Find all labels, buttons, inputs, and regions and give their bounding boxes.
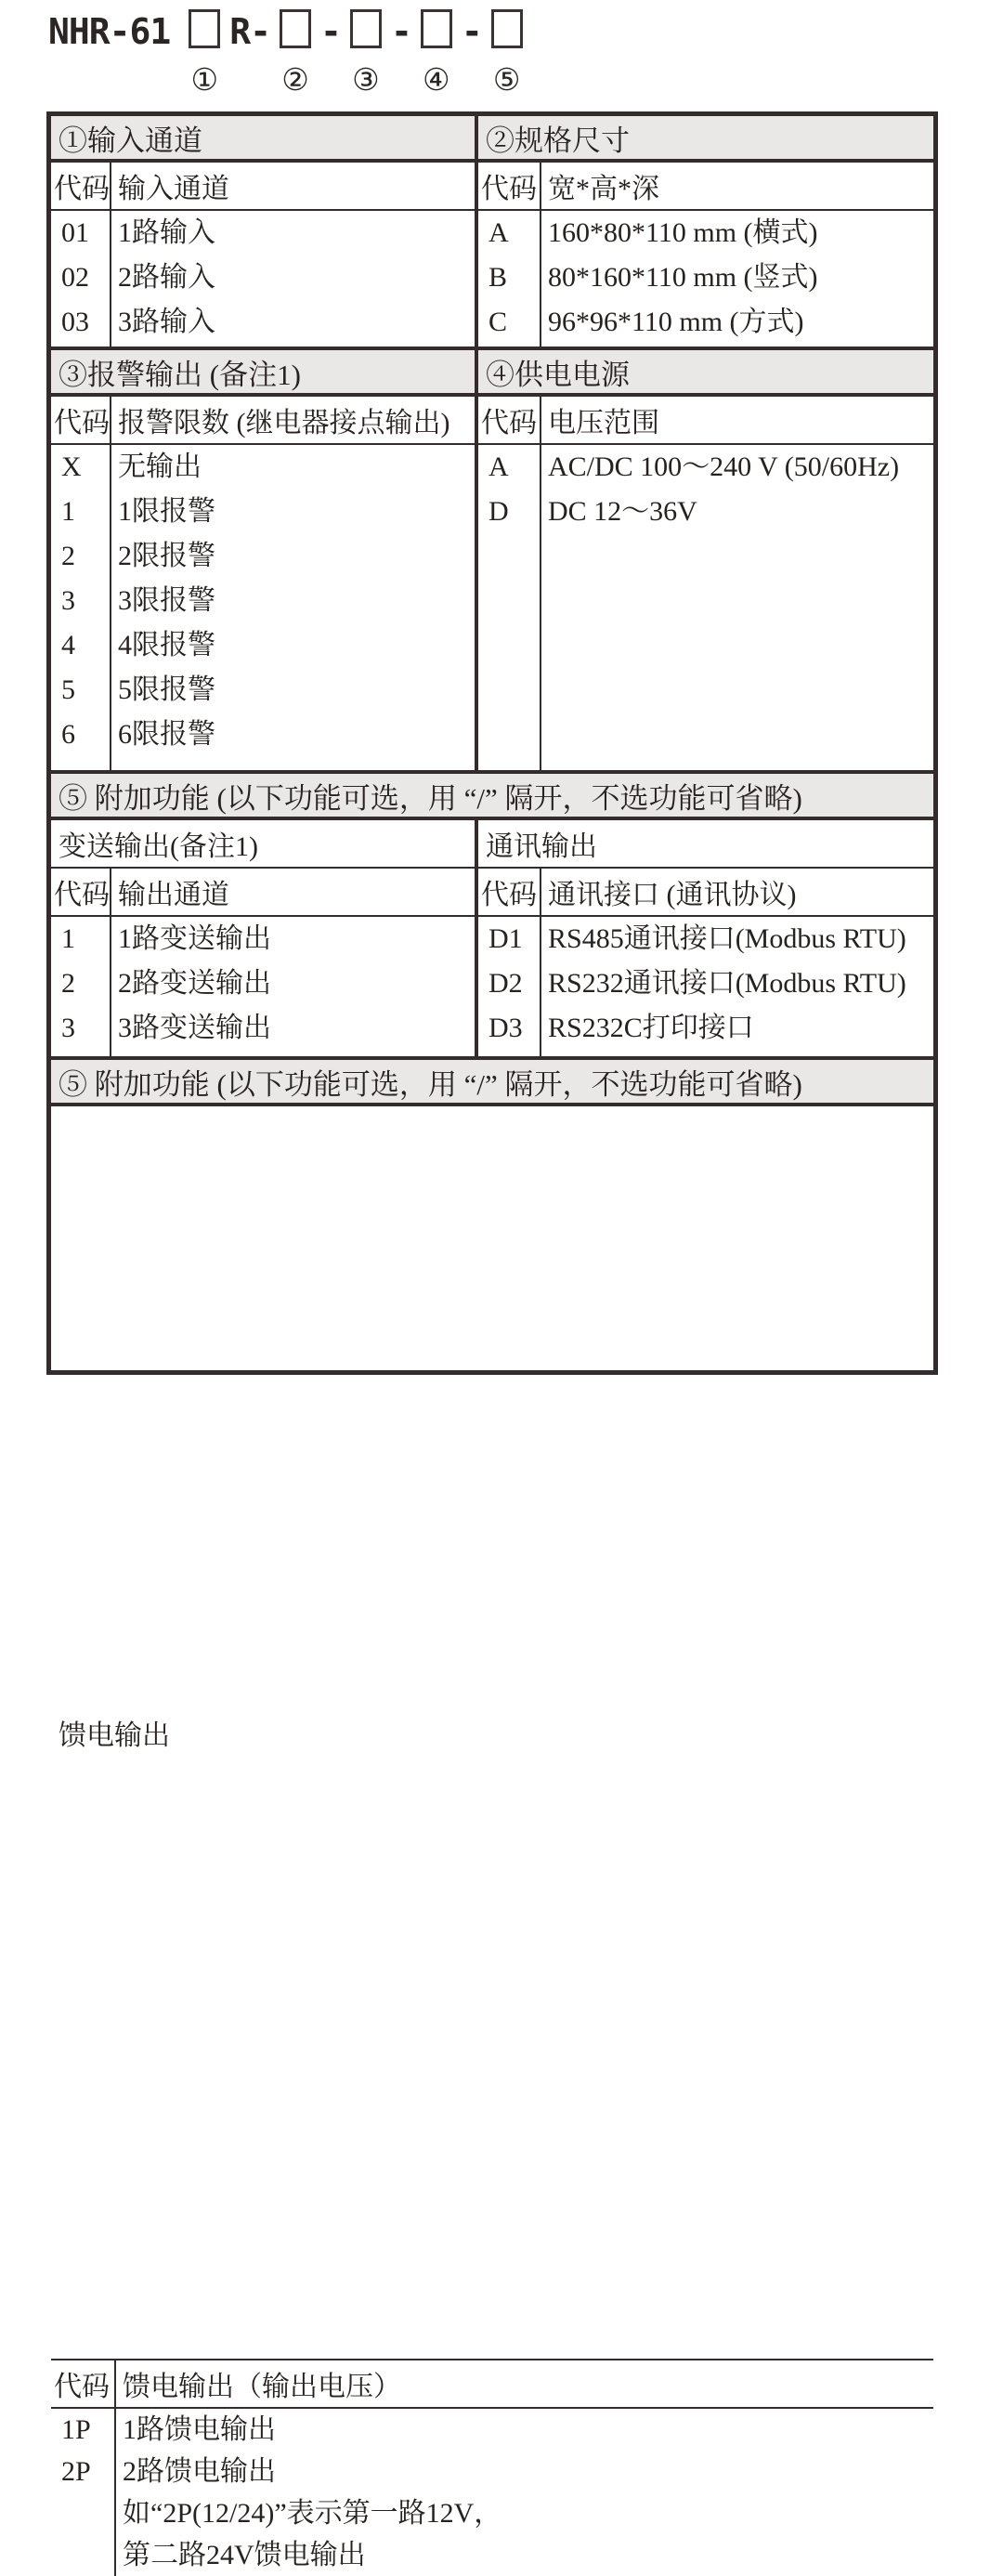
position-circle-3: ③ <box>352 61 380 98</box>
model-blank-box-3 <box>350 9 382 48</box>
code-cell: A <box>488 451 509 482</box>
code-cell: 03 <box>61 307 89 337</box>
section2-title: ②规格尺寸 <box>486 124 630 157</box>
section5-banner-2: ⑤ 附加功能 (以下功能可选，用 “/” 隔开，不选功能可省略) <box>51 1056 933 1106</box>
code-cell: 5 <box>61 674 75 705</box>
code-cell: 3 <box>61 585 75 616</box>
model-blank-box-5 <box>491 9 523 48</box>
desc-cell: DC 12～36V <box>548 496 697 527</box>
code-cell: A <box>488 217 509 248</box>
model-dash-2: - <box>390 11 411 52</box>
comm-code-header: 代码 <box>478 869 541 915</box>
position-circle-5: ⑤ <box>492 61 521 98</box>
position-circle-2: ② <box>281 61 309 98</box>
desc-cell: RS485通讯接口(Modbus RTU) <box>548 923 906 954</box>
model-position-2 <box>280 9 311 97</box>
code-cell: 1 <box>61 496 75 527</box>
desc-cell: 5限报警 <box>118 674 215 705</box>
section-3-4-data <box>51 445 933 770</box>
desc-cell: 6限报警 <box>118 719 215 750</box>
section1-desc-header: 输入通道 <box>118 174 229 204</box>
code-cell: 2P <box>61 2456 91 2487</box>
desc-cell: 第二路24V馈电输出 <box>123 2540 366 2570</box>
code-cell: D1 <box>488 923 523 954</box>
section5-column-headers <box>51 869 933 917</box>
model-dash-3: - <box>461 11 482 52</box>
desc-cell: AC/DC 100～240 V (50/60Hz) <box>548 451 900 482</box>
section5-data <box>51 917 933 1056</box>
desc-cell: 3路变送输出 <box>118 1013 271 1043</box>
section4-title: ④供电电源 <box>486 358 630 391</box>
model-code-line <box>48 9 528 97</box>
section-3-4-column-headers <box>51 397 933 445</box>
comm-desc-header: 通讯接口 (通讯协议) <box>548 880 797 910</box>
desc-cell: 96*96*110 mm (方式) <box>548 307 804 337</box>
code-cell: 3 <box>61 1013 75 1043</box>
desc-cell: 2路输入 <box>118 262 215 293</box>
desc-cell: RS232C打印接口 <box>548 1013 754 1043</box>
feed-desc-header: 馈电输出（输出电压） <box>123 2372 401 2402</box>
position-circle-1: ① <box>190 61 219 98</box>
model-segment-r: R- <box>229 11 271 52</box>
code-cell <box>51 2534 114 2576</box>
code-cell: 02 <box>61 262 89 293</box>
code-cell: 2 <box>61 541 75 571</box>
desc-cell: 1路输入 <box>118 217 215 248</box>
code-cell: X <box>61 451 82 482</box>
section-1-2-data <box>51 211 933 347</box>
desc-cell: 1路变送输出 <box>118 923 271 954</box>
model-position-4 <box>421 9 452 97</box>
section1-code-header: 代码 <box>51 163 111 209</box>
transmit-desc-header: 输出通道 <box>118 880 229 910</box>
section3-desc-header: 报警限数 (继电器接点输出) <box>118 408 450 438</box>
code-cell: B <box>488 262 508 293</box>
code-cell: 01 <box>61 217 89 248</box>
model-position-5 <box>491 9 523 97</box>
model-blank-box-1 <box>189 9 220 48</box>
desc-cell: 1限报警 <box>118 496 215 527</box>
section2-desc-header: 宽*高*深 <box>548 174 659 204</box>
code-cell <box>51 2492 114 2534</box>
code-cell: 1P <box>61 2414 91 2445</box>
section3-code-header: 代码 <box>51 397 111 443</box>
code-cell: 2 <box>61 968 75 999</box>
model-dash-1: - <box>320 11 341 52</box>
code-cell: D2 <box>488 968 523 999</box>
desc-cell: 无输出 <box>118 451 202 482</box>
position-circle-4: ④ <box>423 61 450 98</box>
code-cell: 1 <box>61 923 75 954</box>
communication-output-subtitle: 通讯输出 <box>486 831 597 862</box>
section1-title: ①输入通道 <box>51 116 478 159</box>
transmit-code-header: 代码 <box>51 869 111 915</box>
desc-cell: 80*160*110 mm (竖式) <box>548 262 818 293</box>
section5-banner: ⑤ 附加功能 (以下功能可选，用 “/” 隔开，不选功能可省略) <box>51 770 933 820</box>
desc-cell: 2路变送输出 <box>118 968 271 999</box>
feed-output-subtitle: 馈电输出 <box>51 1106 933 2360</box>
desc-cell: 2路馈电输出 <box>123 2456 276 2487</box>
code-cell: D <box>488 496 509 527</box>
desc-cell: 4限报警 <box>118 630 215 660</box>
code-cell: 6 <box>61 719 75 750</box>
feed-output-data <box>51 2409 933 2576</box>
section5-subtitles <box>51 820 933 869</box>
section-band-1-2 <box>51 116 933 163</box>
feed-output-column-headers <box>51 2360 933 2409</box>
section-band-3-4 <box>51 347 933 397</box>
desc-cell: 如“2P(12/24)”表示第一路12V， <box>123 2498 502 2529</box>
desc-cell: 1路馈电输出 <box>123 2414 276 2445</box>
desc-cell: 3路输入 <box>118 307 215 337</box>
desc-cell: 160*80*110 mm (横式) <box>548 217 818 248</box>
section3-title: ③报警输出 (备注1) <box>51 350 478 393</box>
model-prefix: NHR-61 <box>48 11 171 52</box>
section2-code-header: 代码 <box>478 163 541 209</box>
section4-desc-header: 电压范围 <box>548 408 659 438</box>
model-position-1 <box>189 9 220 97</box>
model-position-3 <box>350 9 382 97</box>
model-blank-box-2 <box>280 9 311 48</box>
code-cell: 4 <box>61 630 75 660</box>
desc-cell: RS232通讯接口(Modbus RTU) <box>548 968 906 999</box>
feed-code-header: 代码 <box>51 2360 116 2407</box>
code-cell: C <box>488 307 508 337</box>
desc-cell: 3限报警 <box>118 585 215 616</box>
ordering-table <box>46 111 938 2570</box>
transmit-output-subtitle: 变送输出(备注1) <box>59 831 258 862</box>
section4-code-header: 代码 <box>478 397 541 443</box>
desc-cell: 2限报警 <box>118 541 215 571</box>
code-cell: D3 <box>488 1013 523 1043</box>
model-blank-box-4 <box>421 9 452 48</box>
section-1-2-column-headers <box>51 163 933 211</box>
